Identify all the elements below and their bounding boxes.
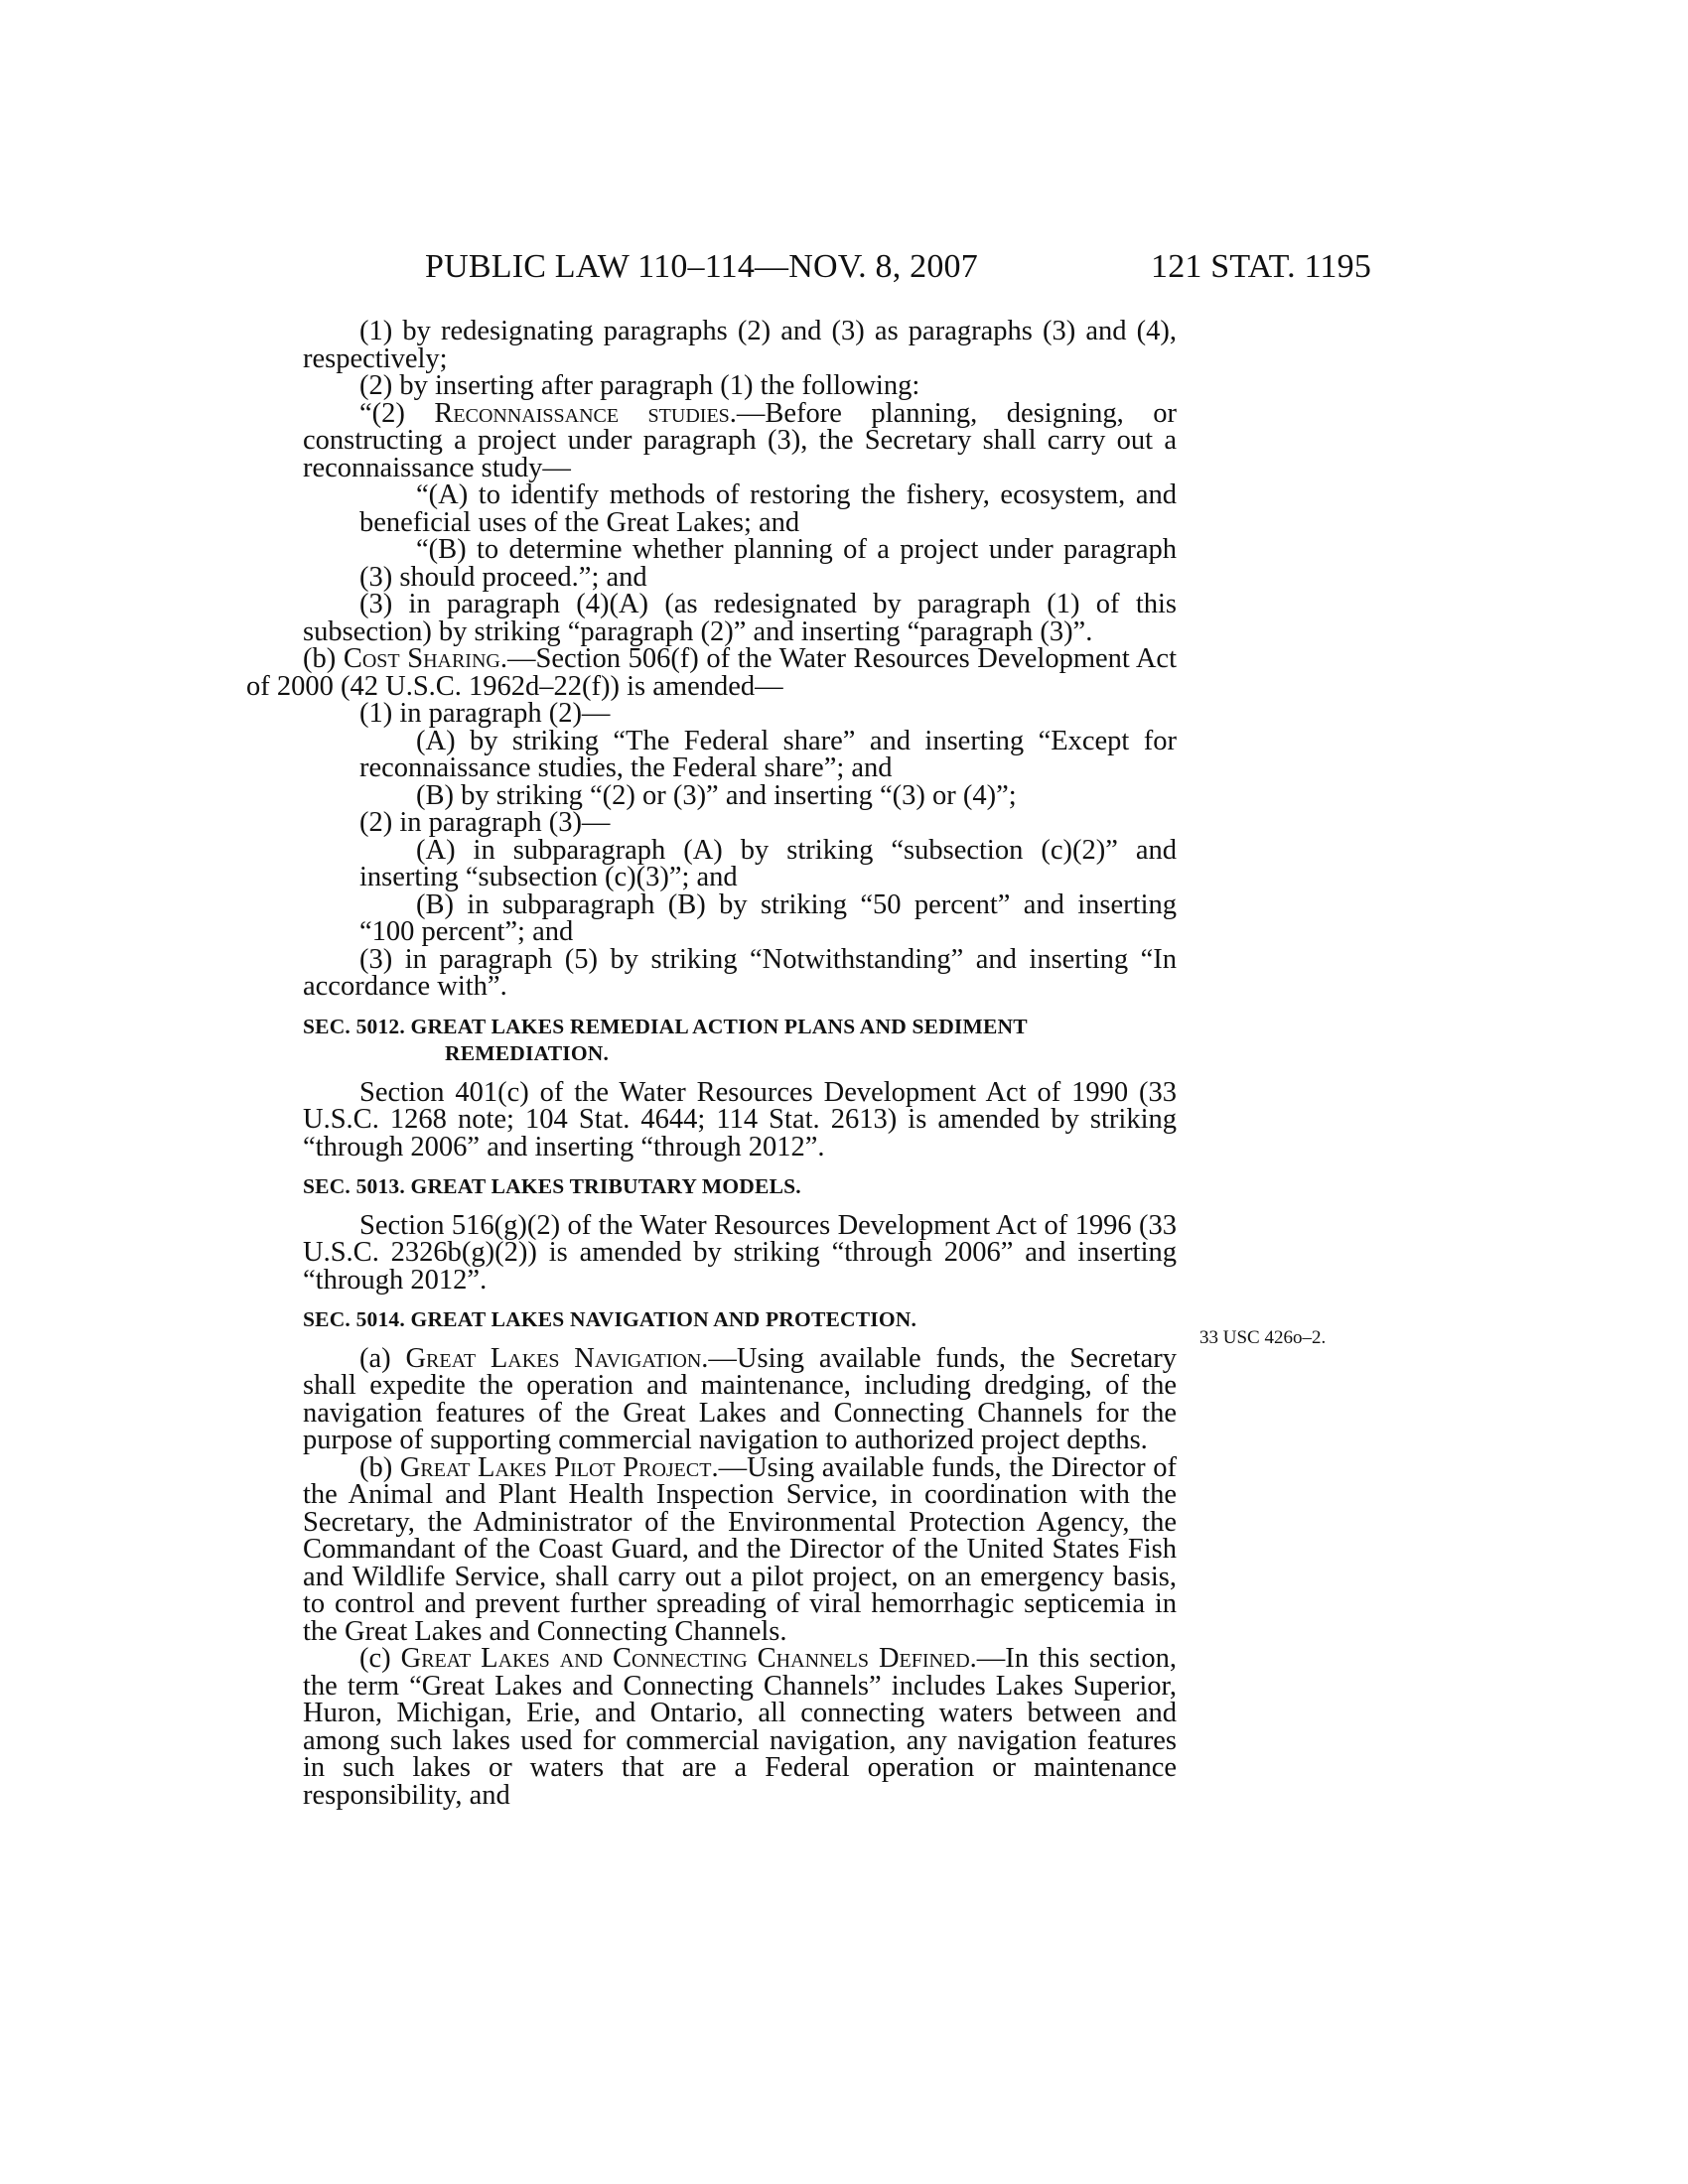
section-heading-line: SEC. 5014. GREAT LAKES NAVIGATION AND PROTECTION. bbox=[303, 1307, 917, 1331]
running-header-right: 121 STAT. 1195 bbox=[1151, 248, 1372, 285]
paragraph bbox=[303, 1209, 1177, 1296]
section-heading-line: REMEDIATION. bbox=[445, 1041, 610, 1065]
paragraph bbox=[303, 700, 1177, 728]
paragraph bbox=[303, 481, 1177, 536]
paragraph-text: (1) in paragraph (2)— bbox=[359, 698, 611, 729]
section-heading-line: SEC. 5013. GREAT LAKES TRIBUTARY MODELS. bbox=[303, 1174, 801, 1198]
paragraph-text: (b) bbox=[359, 1451, 400, 1483]
paragraph-heading: Great Lakes Navigation bbox=[405, 1342, 702, 1374]
paragraph-text: (B) in subparagraph (B) by striking “50 percent” and inserting “100 percent”; and bbox=[359, 888, 1177, 947]
paragraph-text: (A) by striking “The Federal share” and inserting “Except for reconnaissance studies, the Federal share”; and bbox=[359, 725, 1177, 783]
paragraph-text: (B) by striking “(2) or (3)” and inserting “(3) or (4)”; bbox=[416, 779, 1017, 811]
paragraph-text: Section 401(c) of the Water Resources Development Act of 1990 (33 U.S.C. 1268 note; 104 Stat. 4644; 114 Stat. 2613) is amended by striking “through 2006” and inserting “through 2012”. bbox=[303, 1076, 1177, 1162]
paragraph-text: (3) in paragraph (5) by striking “Notwithstanding” and inserting “In accordance with”. bbox=[303, 943, 1177, 1002]
paragraph-text: .—In this section, the term “Great Lakes and Connecting Channels” includes Lakes Superior, Huron, Michigan, Erie, and Ontario, all connecting waters between and among such lakes used for commercial navigation, any navigation features in such lakes or waters that are a Federal operation or maintenance responsibility, and bbox=[303, 1643, 1177, 1811]
paragraph-text: (2) by inserting after paragraph (1) the following: bbox=[359, 370, 920, 401]
paragraph bbox=[303, 397, 1177, 483]
paragraph bbox=[303, 1451, 1177, 1647]
paragraph-text: “(B) to determine whether planning of a project under paragraph (3) should proceed.”; and bbox=[359, 534, 1177, 593]
section-heading bbox=[303, 1173, 1177, 1201]
margin-citation: 33 USC 426o–2. bbox=[1199, 1327, 1327, 1348]
paragraph bbox=[303, 888, 1177, 947]
paragraph-text: “(2) bbox=[359, 397, 435, 429]
running-header-left: PUBLIC LAW 110–114—NOV. 8, 2007 bbox=[425, 248, 978, 285]
document-body bbox=[246, 316, 1177, 1811]
paragraph-heading: Great Lakes and Connecting Channels Defined bbox=[400, 1643, 970, 1674]
section-heading bbox=[303, 1014, 1177, 1068]
paragraph bbox=[303, 1076, 1177, 1162]
paragraph bbox=[303, 779, 1177, 811]
paragraph-text: .—Using available funds, the Director of the Animal and Plant Health Inspection Service, in coordination with the Secretary, the Administrator of the Environmental Protection Agency, the Commandant of the Coast Guard, and the Director of the United States Fish and Wildlife Service, shall carry out a pilot project, on an emergency basis, to control and prevent further spreading of viral hemorrhagic septicemia in the Great Lakes and Connecting Channels. bbox=[303, 1451, 1177, 1647]
paragraph-text: (3) in paragraph (4)(A) (as redesignated by paragraph (1) of this subsection) by striking “paragraph (2)” and inserting “paragraph (3)”. bbox=[303, 589, 1177, 647]
paragraph bbox=[303, 1645, 1177, 1809]
section-heading-line: SEC. 5012. GREAT LAKES REMEDIAL ACTION PLANS AND SEDIMENT bbox=[303, 1014, 1028, 1038]
paragraph-text: (b) bbox=[303, 643, 344, 674]
paragraph bbox=[303, 1342, 1177, 1455]
paragraph-text: .—Using available funds, the Secretary shall expedite the operation and maintenance, including dredging, of the navigation features of the Great Lakes and Connecting Channels for the purpose of supporting commercial navigation to authorized project depths. bbox=[303, 1342, 1177, 1455]
paragraph-text: (A) in subparagraph (A) by striking “subsection (c)(2)” and inserting “subsection (c)(3)”; and bbox=[359, 834, 1177, 892]
paragraph bbox=[303, 809, 1177, 837]
paragraph-text: (2) in paragraph (3)— bbox=[359, 807, 611, 838]
paragraph bbox=[303, 372, 1177, 400]
paragraph bbox=[246, 645, 1177, 700]
paragraph bbox=[303, 725, 1177, 783]
paragraph bbox=[303, 536, 1177, 591]
paragraph-heading: Cost Sharing bbox=[343, 643, 500, 674]
paragraph-text: .—Section 506(f) of the Water Resources Development Act of 2000 (42 U.S.C. 1962d–22(f)) is amended— bbox=[246, 643, 1177, 702]
paragraph-text: .—Before planning, designing, or constructing a project under paragraph (3), the Secretary shall carry out a reconnaissance study— bbox=[303, 397, 1177, 483]
paragraph-text: (c) bbox=[359, 1643, 401, 1674]
paragraph-text: “(A) to identify methods of restoring the fishery, ecosystem, and beneficial uses of the Great Lakes; and bbox=[359, 479, 1177, 538]
paragraph bbox=[303, 834, 1177, 892]
section-heading bbox=[303, 1306, 1177, 1334]
paragraph-text: (1) by redesignating paragraphs (2) and (3) as paragraphs (3) and (4), respectively; bbox=[303, 316, 1177, 374]
paragraph bbox=[303, 943, 1177, 1002]
paragraph-heading: Reconnaissance studies bbox=[434, 397, 730, 429]
paragraph bbox=[303, 591, 1177, 645]
paragraph bbox=[303, 318, 1177, 372]
paragraph-text: (a) bbox=[359, 1342, 406, 1374]
paragraph-text: Section 516(g)(2) of the Water Resources Development Act of 1996 (33 U.S.C. 2326b(g)(2)) is amended by striking “through 2006” and inserting “through 2012”. bbox=[303, 1209, 1177, 1296]
paragraph-heading: Great Lakes Pilot Project bbox=[399, 1451, 712, 1483]
